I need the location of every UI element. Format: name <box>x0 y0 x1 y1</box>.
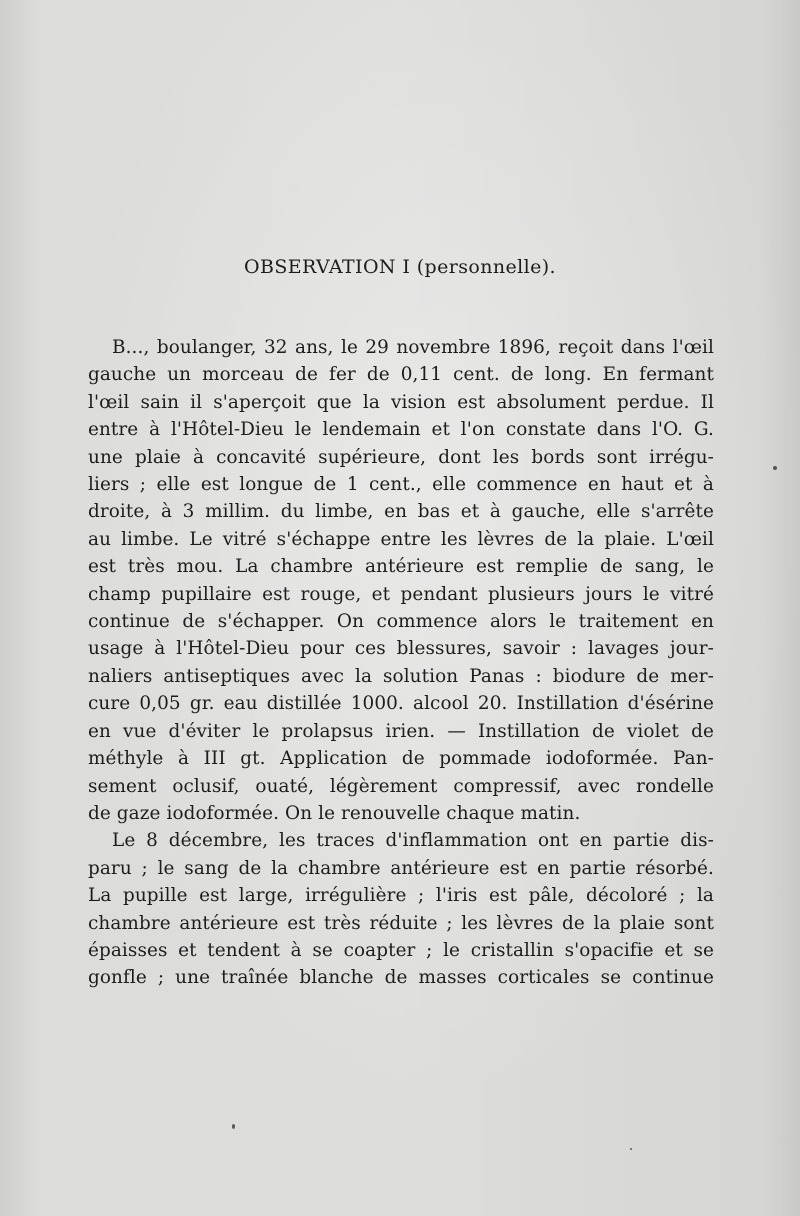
text-line: La pupille est large, irrégulière ; l'iris est pâle, décoloré ; la <box>88 885 714 907</box>
text-line: entre à l'Hôtel-Dieu le lendemain et l'on constate dans l'O. G. <box>88 419 714 441</box>
text-line: méthyle à III gt. Application de pommade iodoformée. Pan- <box>88 748 714 770</box>
paper-speck <box>773 466 777 470</box>
text-line: usage à l'Hôtel-Dieu pour ces blessures, savoir : lavages jour- <box>88 638 714 660</box>
text-line: épaisses et tendent à se coapter ; le cristallin s'opacifie et se <box>88 939 714 961</box>
paper-speck <box>232 1124 235 1129</box>
text-line: en vue d'éviter le prolapsus irien. — Instillation de violet de <box>88 720 714 742</box>
text-line: sement oclusif, ouaté, légèrement compressif, avec rondelle <box>88 775 714 797</box>
text-line: gauche un morceau de fer de 0,11 cent. de long. En fermant <box>88 364 714 386</box>
text-line: une plaie à concavité supérieure, dont les bords sont irrégu- <box>88 446 714 468</box>
text-line: gonfle ; une traînée blanche de masses corticales se continue <box>88 967 714 989</box>
text-line: liers ; elle est longue de 1 cent., elle commence en haut et à <box>88 474 714 496</box>
text-line: l'œil sain il s'aperçoit que la vision est absolument perdue. Il <box>88 391 714 413</box>
text-line: continue de s'échapper. On commence alors le traitement en <box>88 611 714 633</box>
text-line: cure 0,05 gr. eau distillée 1000. alcool 20. Instillation d'ésérine <box>88 693 714 715</box>
text-line: B..., boulanger, 32 ans, le 29 novembre 1896, reçoit dans l'œil <box>112 337 714 358</box>
text-line: de gaze iodoformée. On le renouvelle chaque matin. <box>88 802 581 824</box>
text-line: chambre antérieure est très réduite ; les lèvres de la plaie sont <box>88 912 714 934</box>
text-line: naliers antiseptiques avec la solution Panas : biodure de mer- <box>88 665 714 687</box>
text-line: paru ; le sang de la chambre antérieure est en partie résorbé. <box>88 857 714 879</box>
text-line: au limbe. Le vitré s'échappe entre les lèvres de la plaie. L'œil <box>88 528 714 550</box>
text-line: est très mou. La chambre antérieure est remplie de sang, le <box>88 556 714 578</box>
body-text <box>88 334 714 992</box>
observation-title: OBSERVATION I (personnelle). <box>244 256 556 278</box>
text-line: droite, à 3 millim. du limbe, en bas et à gauche, elle s'arrête <box>88 501 714 523</box>
paper-speck <box>630 1148 632 1150</box>
text-line: champ pupillaire est rouge, et pendant plusieurs jours le vitré <box>88 583 714 605</box>
text-line: Le 8 décembre, les traces d'inflammation ont en partie dis- <box>112 830 714 852</box>
